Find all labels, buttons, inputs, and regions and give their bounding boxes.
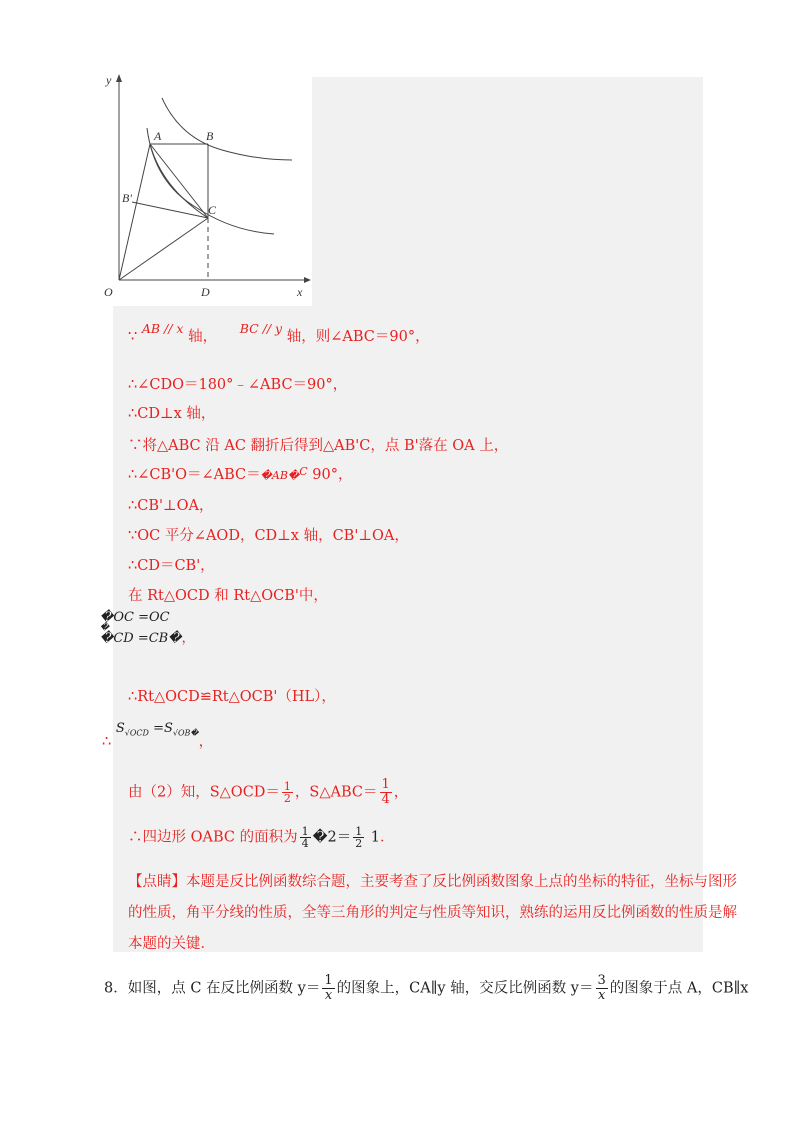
label-d: D	[201, 285, 210, 299]
solution-line-1	[128, 321, 430, 346]
question-8-end: 的图象于点 A，CB∥x	[609, 980, 749, 997]
axis-text-2: 轴，则∠ABC＝90°，	[286, 329, 430, 345]
figure-svg	[92, 68, 312, 306]
solution-line-14	[128, 826, 395, 849]
comment-line-3: 本题的关键．	[128, 936, 215, 952]
question-8-intro: 8．如图，点 C 在反比例函数 y＝	[104, 980, 321, 997]
solution-line-4: ∵将△ABC 沿 AC 翻折后得到△AB'C，点 B'落在 OA 上，	[128, 438, 509, 454]
sub-obc: √OB�	[172, 728, 199, 738]
ab-parallel-x: AB // x	[141, 321, 184, 336]
label-a: A	[154, 129, 162, 143]
fraction-quarter: $\frac{1}{4}$	[381, 777, 390, 807]
garbled-c: C	[299, 465, 308, 478]
area-abc-label: ，S△ABC＝	[294, 784, 378, 801]
s-symbol-1: S	[115, 721, 125, 736]
label-c: C	[208, 203, 217, 217]
line-13-end: ，	[393, 784, 409, 801]
therefore-symbol: ∴	[102, 734, 112, 750]
solution-line-3: ∴CD⊥x 轴，	[128, 406, 216, 422]
y-axis-arrow-icon	[116, 74, 122, 82]
area-equation	[116, 721, 199, 736]
coordinate-figure	[92, 68, 312, 306]
solution-line-12	[102, 716, 214, 750]
fraction-quarter-2: $\frac{1}{4}$	[301, 825, 309, 850]
solution-line-8: ∴CD＝CB'，	[128, 558, 215, 574]
brace-mark: �	[100, 623, 110, 633]
equation-comma: ，	[181, 631, 195, 646]
equation-cd: �CD =CB�	[100, 631, 182, 646]
label-x: x	[297, 285, 303, 299]
solution-line-11: ∴Rt△OCD≌Rt△OCB'（HL），	[128, 689, 336, 705]
fraction-half: $\frac{1}{2}$	[283, 780, 291, 805]
solution-line-7: ∵OC 平分∠AOD，CD⊥x 轴，CB'⊥OA，	[128, 528, 409, 544]
label-y: y	[106, 73, 112, 87]
label-b-prime: B'	[122, 191, 132, 205]
garbled-multiply: �2＝	[312, 829, 352, 846]
sub-ocd: √OCD	[124, 728, 149, 738]
area-ocd-label: 由（2）知，S△OCD＝	[128, 784, 280, 801]
angle-equation: ∴∠CB'O＝∠ABC＝	[128, 467, 261, 483]
garbled-glyph: �AB�	[260, 469, 300, 482]
fraction-three-over-x: $\frac{3}{x}$	[597, 973, 606, 1003]
line-12-end: ，	[198, 734, 214, 750]
solution-line-2: ∴∠CDO＝180°﹣∠ABC＝90°，	[128, 377, 348, 393]
solution-line-5	[128, 466, 352, 485]
line-14-end: ．	[380, 829, 395, 846]
label-b: B	[206, 129, 214, 143]
solution-line-6: ∴CB'⊥OA，	[128, 498, 214, 514]
equation-oc: �OC =OC	[100, 610, 170, 625]
fraction-half-2: $\frac{1}{2}$	[355, 825, 363, 850]
quadrilateral-area-text: ∴四边形 OABC 的面积为	[128, 829, 298, 846]
question-8-middle: 的图象上，CA∥y 轴，交反比例函数 y＝	[336, 980, 594, 997]
equation-cd-row	[100, 632, 195, 646]
axis-text-1: 轴，	[188, 329, 218, 345]
area-result: 1	[366, 829, 381, 846]
solution-line-10	[100, 611, 195, 646]
comment-line-2: 的性质，角平分线的性质，全等三角形的判定与性质等知识，熟练的运用反比例函数的性质是解	[128, 905, 737, 921]
solution-line-13	[128, 778, 408, 807]
bc-parallel-y: BC // y	[239, 321, 283, 336]
question-8	[104, 974, 749, 1003]
fraction-one-over-x: $\frac{1}{x}$	[324, 973, 333, 1003]
label-o: O	[104, 285, 113, 299]
equals-s: =S	[148, 721, 173, 736]
because-symbol: ∵	[128, 329, 138, 345]
angle-value: 90°，	[307, 467, 353, 483]
comment-line-1: 【点睛】本题是反比例函数综合题，主要考查了反比例函数图象上点的坐标的特征，坐标与图形	[128, 874, 737, 890]
x-axis-arrow-icon	[304, 277, 311, 283]
solution-line-9: 在 Rt△OCD 和 Rt△OCB'中，	[128, 588, 328, 604]
